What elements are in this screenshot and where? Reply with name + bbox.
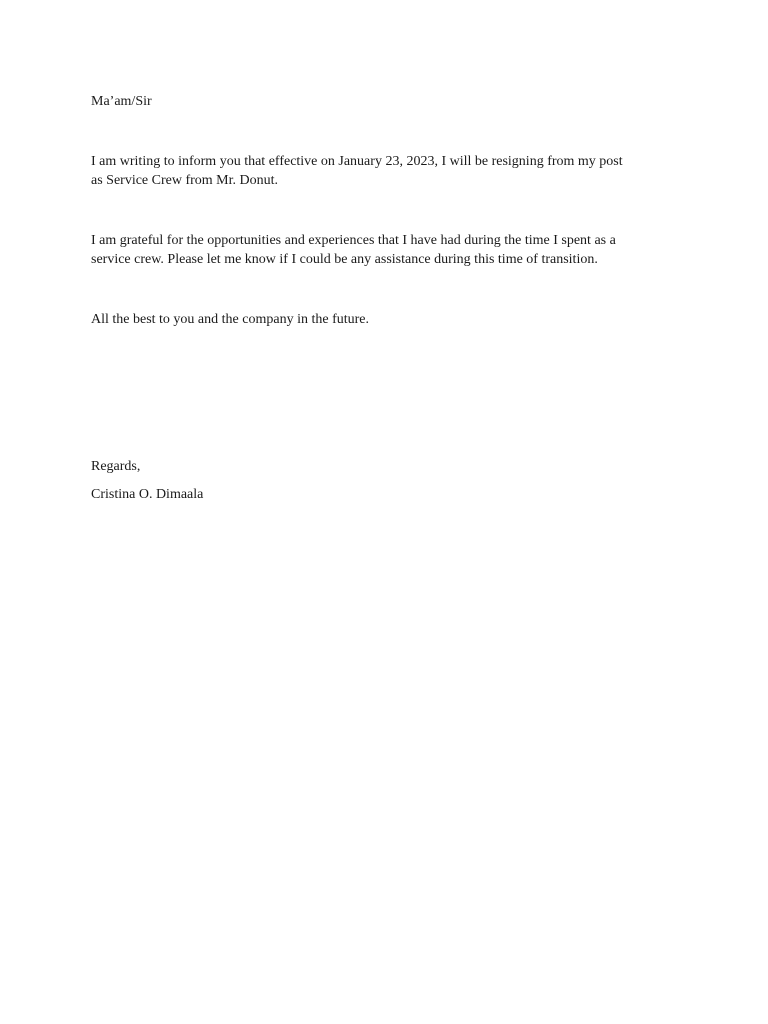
salutation: Ma’am/Sir [91, 94, 152, 109]
signature-name: Cristina O. Dimaala [91, 487, 204, 502]
closing: Regards, [91, 459, 141, 474]
paragraph-resignation-notice [91, 153, 671, 190]
paragraph-line: service crew. Please let me know if I could be any assistance during this time of transition. [91, 251, 598, 267]
paragraph-gratitude [91, 232, 671, 269]
paragraph-line: I am writing to inform you that effective on January 23, 2023, I will be resigning from my post [91, 154, 623, 169]
paragraph-line: I am grateful for the opportunities and experiences that I have had during the time I spent as a [91, 233, 616, 248]
paragraph-line: as Service Crew from Mr. Donut. [91, 172, 279, 188]
paragraph-well-wishes: All the best to you and the company in the future. [91, 312, 369, 327]
